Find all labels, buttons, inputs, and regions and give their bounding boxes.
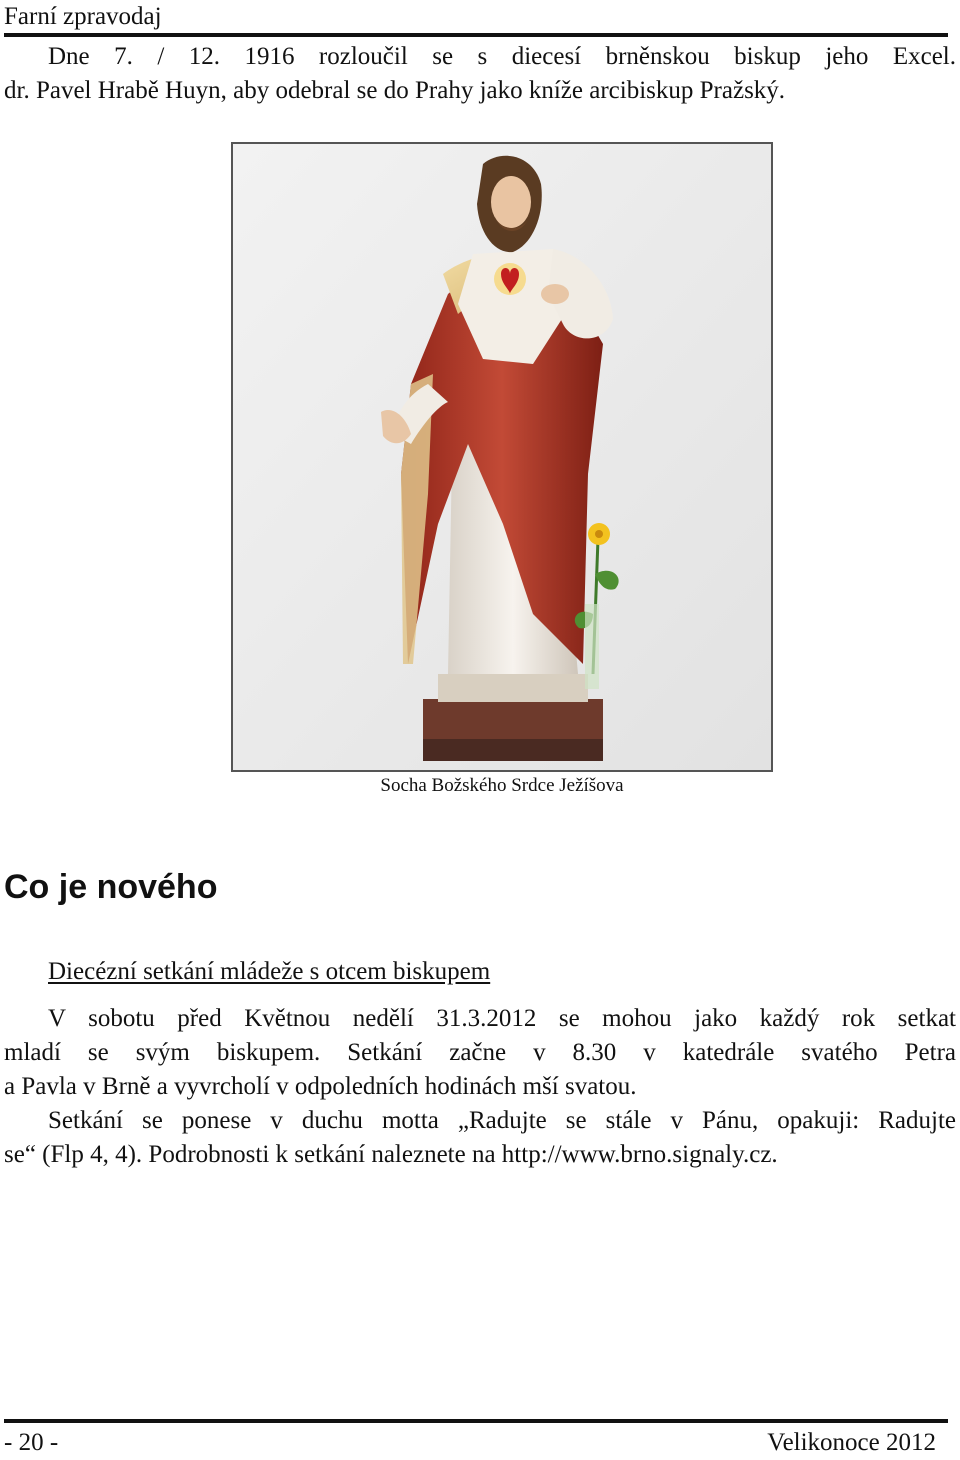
footer-rule [4,1419,948,1423]
article-line: se“ (Flp 4, 4). Podrobnosti k setkání naleznete na http://www.brno.signaly.cz. [4,1141,778,1168]
issue-label: Velikonoce 2012 [767,1429,936,1456]
intro-paragraph [4,40,956,108]
article-line: Setkání se ponese v duchu motta „Radujte se stále v Pánu, opakuji: Radujte [48,1107,956,1134]
article-paragraph-1 [4,1002,956,1104]
header-rule [4,33,948,37]
article-line: V sobotu před Květnou nedělí 31.3.2012 se mohou jako každý rok setkat [48,1005,956,1032]
intro-line: dr. Pavel Hrabě Huyn, aby odebral se do Prahy jako kníže arcibiskup Pražský. [4,77,786,104]
statue-photo [231,142,773,772]
header-title: Farní zpravodaj [4,3,162,30]
section-heading: Co je nového [4,868,218,906]
article-subheading: Diecézní setkání mládeže s otcem biskupem [48,958,491,985]
article-line: a Pavla v Brně a vyvrcholí v odpoledních hodinách mší svatou. [4,1073,637,1100]
article-paragraph-2 [4,1104,956,1172]
article-line: mladí se svým biskupem. Setkání začne v 8.30 v katedrále svatého Petra [4,1039,956,1066]
page-number: - 20 - [4,1429,59,1456]
figure-caption: Socha Božského Srdce Ježíšova [380,775,624,796]
statue-illustration [233,144,771,770]
intro-line: Dne 7. / 12. 1916 rozloučil se s diecesí brněnskou biskup jeho Excel. [48,43,956,70]
